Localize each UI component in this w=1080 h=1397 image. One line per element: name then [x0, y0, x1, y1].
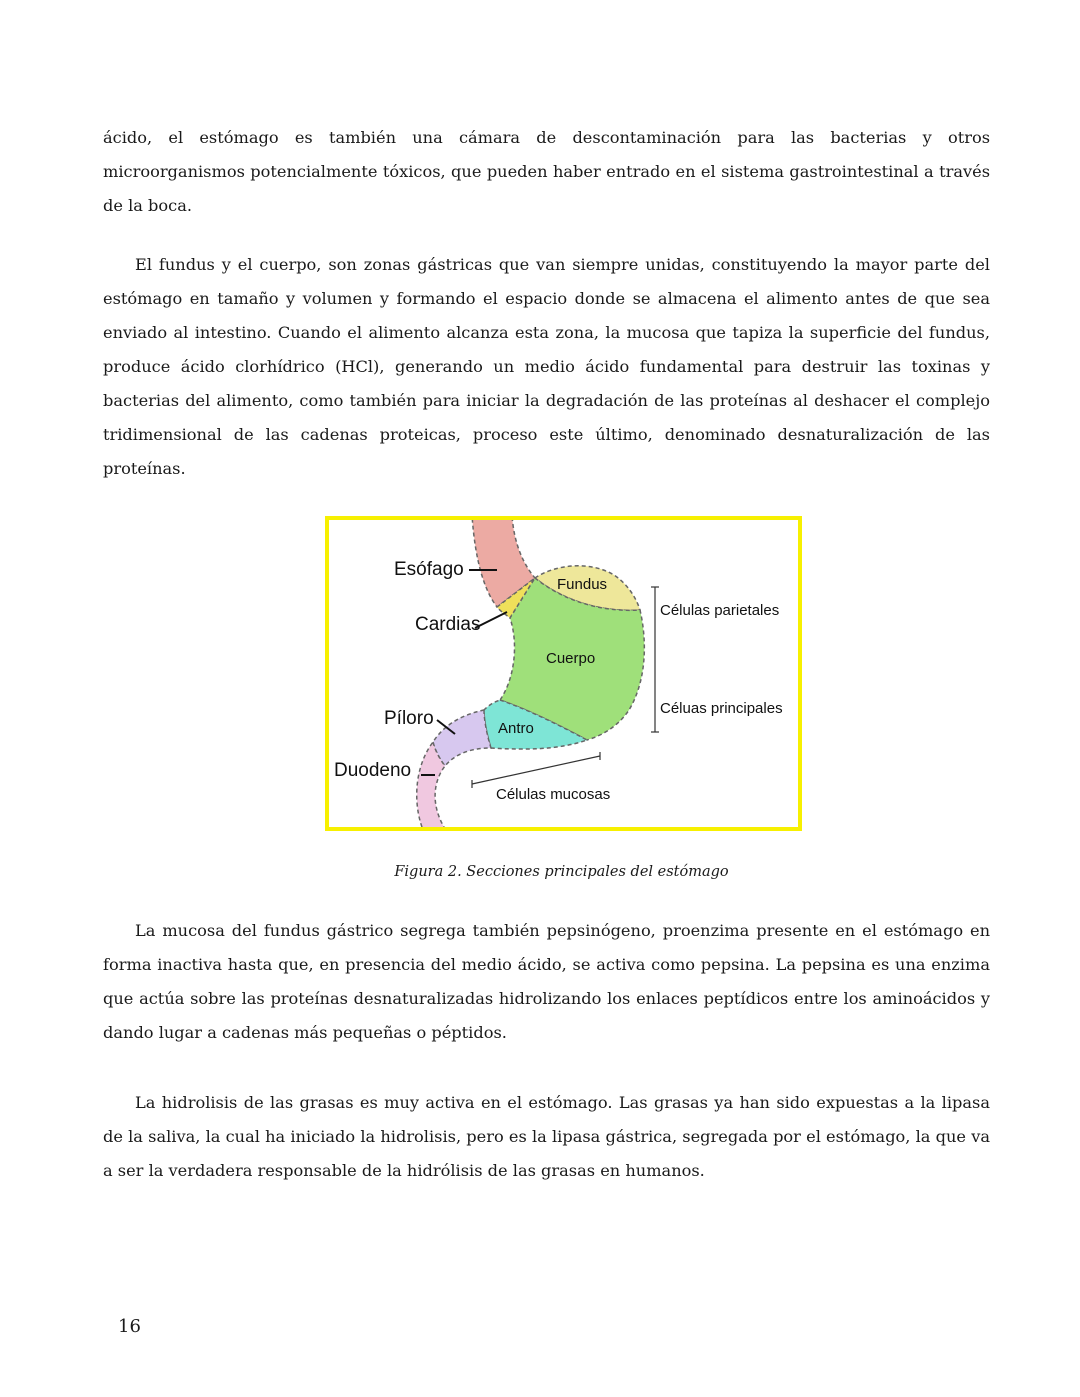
label-fundus: Fundus [557, 576, 608, 593]
paragraph-4: La hidrolisis de las grasas es muy activa en el estómago. Las grasas ya han sido expuestas a la lipasa de la saliva, la cual ha iniciado la hidrolisis, pero es la lipasa gástrica, segregada por el estómago, la que va a ser la verdadera responsable de la hidrólisis de las grasas en humanos. [103, 1093, 990, 1180]
label-cardias: Cardias [415, 614, 481, 635]
paragraph-1: ácido, el estómago es también una cámara de descontaminación para las bacterias y otros microorganismos potencialmente tóxicos, que pueden haber entrado en el sistema gastrointestinal a través de la boca. [103, 128, 990, 215]
paragraph-2: El fundus y el cuerpo, son zonas gástricas que van siempre unidas, constituyendo la mayor parte del estómago en tamaño y volumen y formando el espacio donde se almacena el alimento antes de que sea enviado al intestino. Cuando el alimento alcanza esta zona, la mucosa que tapiza la superficie del fundus, produce ácido clorhídrico (HCl), generando un medio ácido fundamental para destruir las toxinas y bacterias del alimento, como también para iniciar la degradación de las proteínas al deshacer el complejo tridimensional de las cadenas proteicas, proceso este último, denominado desnaturalización de las proteínas. [103, 255, 990, 478]
paragraph-3: La mucosa del fundus gástrico segrega también pepsinógeno, proenzima presente en el estómago en forma inactiva hasta que, en presencia del medio ácido, se activa como pepsina. La pepsina es una enzima que actúa sobre las proteínas desnaturalizadas hidrolizando los enlaces peptídicos entre los aminoácidos y dando lugar a cadenas más pequeñas o péptidos. [103, 921, 990, 1042]
label-celulas-parietales: Células parietales [660, 602, 780, 619]
label-esofago: Esófago [394, 559, 464, 580]
label-antro: Antro [498, 720, 534, 737]
pylorus-region [433, 710, 491, 766]
figure-caption: Figura 2. Secciones principales del estómago [394, 864, 729, 880]
label-celulas-principales: Céluas principales [660, 700, 783, 717]
label-piloro: Píloro [384, 708, 434, 729]
label-duodeno: Duodeno [334, 760, 412, 781]
page-number: 16 [118, 1316, 141, 1337]
label-cuerpo: Cuerpo [546, 650, 596, 667]
stomach-figure [325, 516, 802, 831]
label-celulas-mucosas: Células mucosas [496, 786, 611, 803]
